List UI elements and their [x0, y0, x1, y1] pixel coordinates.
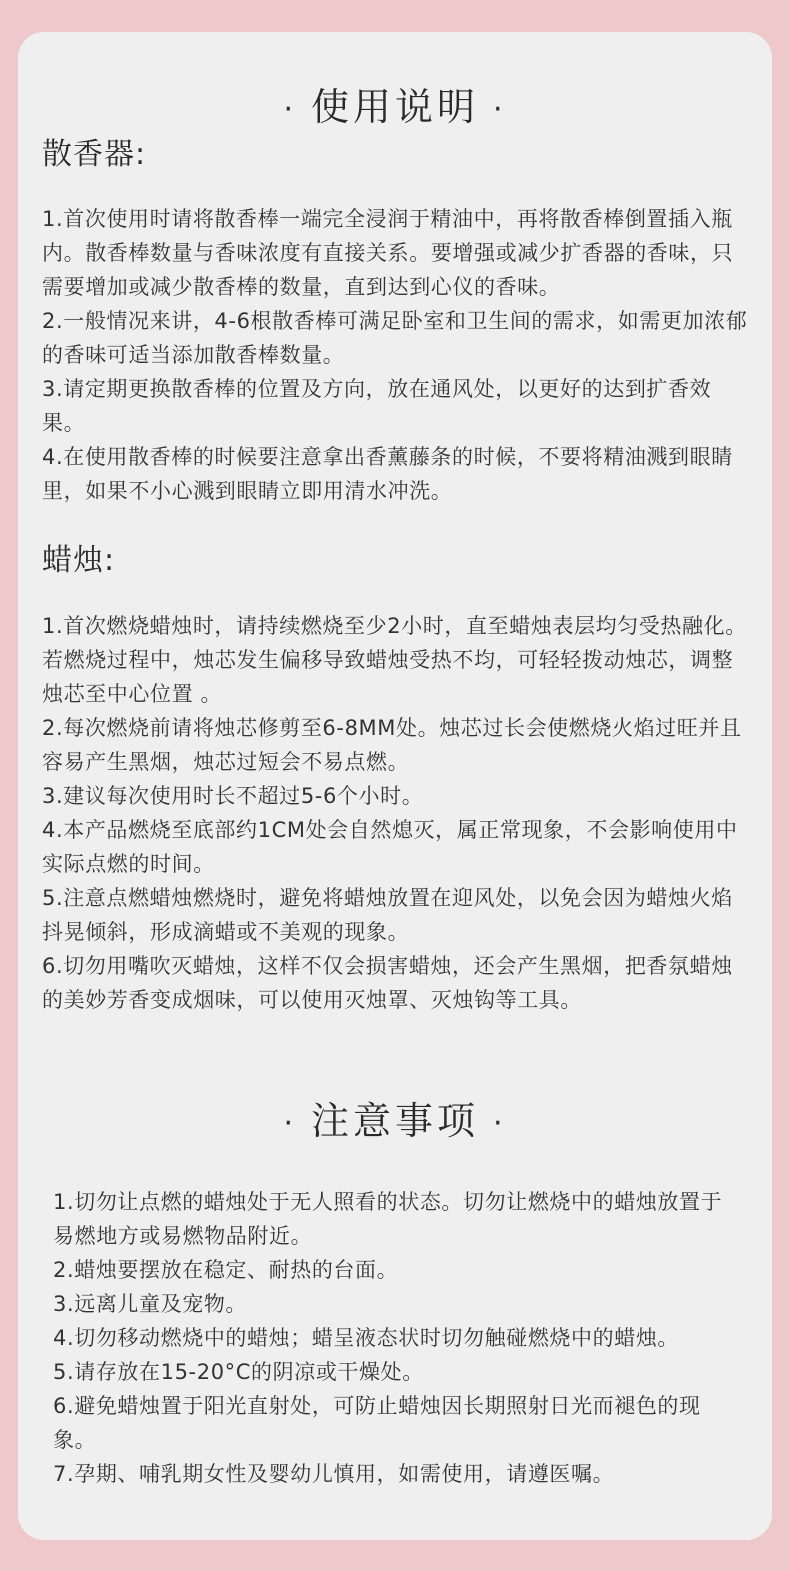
instruction-card — [18, 32, 772, 1540]
diffuser-instruction-list — [42, 202, 754, 508]
list-item: 3.远离儿童及宠物。 — [53, 1292, 248, 1316]
candle-heading: 蜡烛: — [42, 543, 116, 578]
list-item: 4.本产品燃烧至底部约1CM处会自然熄灭，属正常现象，不会影响使用中实际点燃的时间。 — [42, 818, 738, 876]
notes-list — [53, 1185, 743, 1491]
list-item: 3.请定期更换散香棒的位置及方向，放在通风处，以更好的达到扩香效果。 — [42, 377, 712, 435]
list-item: 4.切勿移动燃烧中的蜡烛；蜡呈液态状时切勿触碰燃烧中的蜡烛。 — [53, 1326, 680, 1350]
usage-title — [18, 84, 772, 133]
list-item: 6.避免蜡烛置于阳光直射处，可防止蜡烛因长期照射日光而褪色的现象。 — [53, 1394, 701, 1452]
usage-title-text: 使用说明 — [310, 85, 479, 129]
list-item: 5.请存放在15-20°C的阴凉或干燥处。 — [53, 1360, 424, 1384]
list-item: 6.切勿用嘴吹灭蜡烛，这样不仅会损害蜡烛，还会产生黑烟，把香氛蜡烛的美妙芳香变成烟味，可以使用灭烛罩、灭烛钩等工具。 — [42, 954, 733, 1012]
list-item: 5.注意点燃蜡烛燃烧时，避免将蜡烛放置在迎风处，以免会因为蜡烛火焰抖晃倾斜，形成滴蜡或不美观的现象。 — [42, 886, 733, 944]
title-dot-left: · — [283, 1105, 297, 1141]
list-item: 2.蜡烛要摆放在稳定、耐热的台面。 — [53, 1258, 399, 1282]
list-item: 4.在使用散香棒的时候要注意拿出香薰藤条的时候，不要将精油溅到眼睛里，如果不小心溅到眼睛立即用清水冲洗。 — [42, 445, 733, 503]
list-item: 7.孕期、哺乳期女性及婴幼儿慎用，如需使用，请遵医嘱。 — [53, 1462, 615, 1486]
notes-title — [18, 1098, 772, 1147]
title-dot-left: · — [283, 91, 297, 127]
diffuser-heading: 散香器: — [42, 137, 147, 172]
list-item: 1.首次使用时请将散香棒一端完全浸润于精油中，再将散香棒倒置插入瓶内。散香棒数量与香味浓度有直接关系。要增强或减少扩香器的香味，只需要增加或减少散香棒的数量，直到达到心仪的香味。 — [42, 207, 734, 299]
candle-instruction-list — [42, 609, 754, 1017]
list-item: 2.一般情况来讲，4-6根散香棒可满足卧室和卫生间的需求，如需更加浓郁的香味可适当添加散香棒数量。 — [42, 309, 748, 367]
title-dot-right: · — [493, 1105, 507, 1141]
list-item: 1.切勿让点燃的蜡烛处于无人照看的状态。切勿让燃烧中的蜡烛放置于易燃地方或易燃物品附近。 — [53, 1190, 723, 1248]
list-item: 2.每次燃烧前请将烛芯修剪至6-8MM处。烛芯过长会使燃烧火焰过旺并且容易产生黑烟，烛芯过短会不易点燃。 — [42, 716, 742, 774]
title-dot-right: · — [493, 91, 507, 127]
notes-title-text: 注意事项 — [310, 1099, 479, 1143]
list-item: 3.建议每次使用时长不超过5-6个小时。 — [42, 784, 424, 808]
list-item: 1.首次燃烧蜡烛时，请持续燃烧至少2小时，直至蜡烛表层均匀受热融化。 若燃烧过程中，烛芯发生偏移导致蜡烛受热不均，可轻轻拨动烛芯，调整烛芯至中心位置 。 — [42, 614, 747, 706]
